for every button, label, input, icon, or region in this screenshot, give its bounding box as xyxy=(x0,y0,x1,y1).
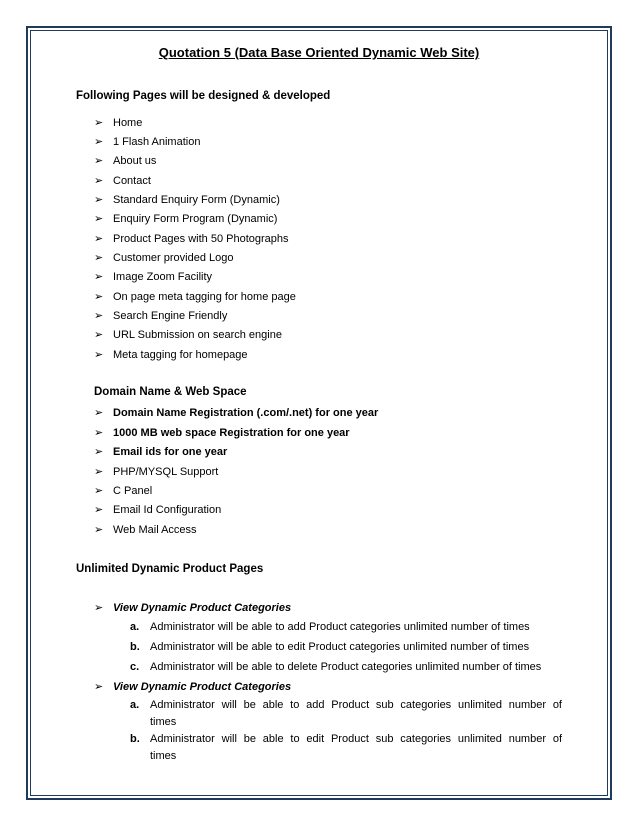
list-item-label: Enquiry Form Program (Dynamic) xyxy=(113,212,278,225)
arrow-bullet-icon: ➢ xyxy=(94,524,104,536)
arrow-bullet-icon: ➢ xyxy=(94,291,104,303)
list-item xyxy=(94,174,151,187)
arrow-bullet-icon: ➢ xyxy=(94,117,104,129)
arrow-bullet-icon: ➢ xyxy=(94,252,104,264)
section-title xyxy=(94,680,291,693)
list-item xyxy=(130,639,562,656)
item-letter: c. xyxy=(130,661,140,673)
list-item-label: Standard Enquiry Form (Dynamic) xyxy=(113,193,280,206)
list-item xyxy=(94,523,197,536)
list-item xyxy=(130,697,566,731)
arrow-bullet-icon: ➢ xyxy=(94,155,104,167)
list-item xyxy=(130,731,566,765)
list-item-label: Search Engine Friendly xyxy=(113,309,228,322)
list-item xyxy=(130,659,562,676)
arrow-bullet-icon: ➢ xyxy=(94,310,104,322)
arrow-bullet-icon: ➢ xyxy=(94,446,104,458)
item-text: Administrator will be able to delete Product categories unlimited number of times xyxy=(150,661,542,673)
arrow-bullet-icon: ➢ xyxy=(94,602,104,614)
list-item xyxy=(94,232,289,245)
arrow-bullet-icon: ➢ xyxy=(94,213,104,225)
list-item-label: On page meta tagging for home page xyxy=(113,290,296,303)
arrow-bullet-icon: ➢ xyxy=(94,681,104,693)
item-text: Administrator will be able to add Product sub categories unlimited number of times xyxy=(150,699,566,728)
list-item xyxy=(94,251,233,264)
list-item-label: Customer provided Logo xyxy=(113,251,234,264)
arrow-bullet-icon: ➢ xyxy=(94,349,104,361)
list-item-label: Contact xyxy=(113,174,151,187)
item-letter: b. xyxy=(130,641,140,653)
item-text: Administrator will be able to edit Product sub categories unlimited number of times xyxy=(150,733,566,762)
list-item-label: PHP/MYSQL Support xyxy=(113,465,219,478)
domain-heading: Domain Name & Web Space xyxy=(94,386,247,398)
list-item xyxy=(94,290,296,303)
item-letter: a. xyxy=(130,621,140,633)
document-title: Quotation 5 (Data Base Oriented Dynamic Web Site) xyxy=(158,45,480,60)
list-item xyxy=(94,270,212,283)
list-item xyxy=(94,406,378,419)
item-letter: a. xyxy=(130,699,140,711)
pages-heading: Following Pages will be designed & developed xyxy=(76,90,331,102)
section-title xyxy=(94,601,291,614)
list-item-label: Domain Name Registration (.com/.net) for one year xyxy=(113,406,379,419)
section-title-label: View Dynamic Product Categories xyxy=(113,680,292,693)
arrow-bullet-icon: ➢ xyxy=(94,194,104,206)
list-item-label: Home xyxy=(113,116,143,129)
unlimited-heading: Unlimited Dynamic Product Pages xyxy=(76,563,264,575)
list-item-label: 1 Flash Animation xyxy=(113,135,201,148)
arrow-bullet-icon: ➢ xyxy=(94,271,104,283)
arrow-bullet-icon: ➢ xyxy=(94,136,104,148)
list-item-label: Product Pages with 50 Photographs xyxy=(113,232,289,245)
list-item xyxy=(94,193,280,206)
list-item xyxy=(94,212,277,225)
list-item xyxy=(130,619,562,636)
list-item-label: Web Mail Access xyxy=(113,523,197,536)
list-item-label: 1000 MB web space Registration for one year xyxy=(113,426,350,439)
list-item xyxy=(94,154,156,167)
list-item-label: About us xyxy=(113,154,157,167)
section-title-label: View Dynamic Product Categories xyxy=(113,601,292,614)
list-item xyxy=(94,465,218,478)
list-item xyxy=(94,348,248,361)
arrow-bullet-icon: ➢ xyxy=(94,175,104,187)
list-item xyxy=(94,484,152,497)
item-letter: b. xyxy=(130,733,140,745)
list-item-label: URL Submission on search engine xyxy=(113,328,282,341)
list-item-label: Email ids for one year xyxy=(113,445,228,458)
arrow-bullet-icon: ➢ xyxy=(94,427,104,439)
arrow-bullet-icon: ➢ xyxy=(94,504,104,516)
list-item xyxy=(94,503,221,516)
item-text: Administrator will be able to edit Product categories unlimited number of times xyxy=(150,641,530,653)
arrow-bullet-icon: ➢ xyxy=(94,466,104,478)
item-text: Administrator will be able to add Product categories unlimited number of times xyxy=(150,621,530,633)
arrow-bullet-icon: ➢ xyxy=(94,485,104,497)
list-item xyxy=(94,445,227,458)
list-item-label: Email Id Configuration xyxy=(113,503,222,516)
list-item xyxy=(94,328,282,341)
list-item xyxy=(94,135,200,148)
list-item xyxy=(94,426,350,439)
list-item-label: C Panel xyxy=(113,484,153,497)
list-item-label: Meta tagging for homepage xyxy=(113,348,248,361)
list-item-label: Image Zoom Facility xyxy=(113,270,213,283)
arrow-bullet-icon: ➢ xyxy=(94,329,104,341)
arrow-bullet-icon: ➢ xyxy=(94,407,104,419)
list-item xyxy=(94,309,227,322)
arrow-bullet-icon: ➢ xyxy=(94,233,104,245)
list-item xyxy=(94,116,142,129)
